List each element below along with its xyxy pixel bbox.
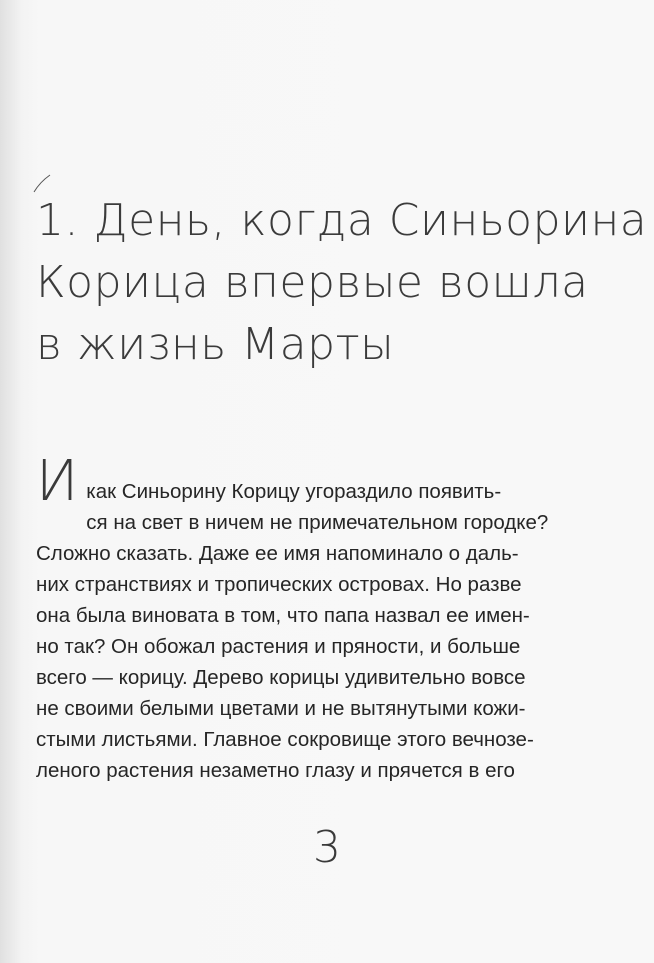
- body-line: она была виновата в том, что папа назвал ее имен-: [36, 604, 530, 627]
- gutter-shadow: [0, 0, 22, 963]
- page-number: 3: [313, 822, 341, 873]
- body-line: стыми листьями. Главное сокровище этого вечнозе-: [36, 728, 534, 751]
- body-paragraph: [36, 449, 621, 786]
- chapter-title-line: Корица впервые вошла: [36, 257, 589, 308]
- chapter-title-line: в жизнь Марты: [36, 319, 395, 370]
- body-line: как Синьорину Корицу угораздило появить-: [86, 480, 502, 503]
- body-line: них странствиях и тропических островах. Но разве: [36, 573, 522, 596]
- drop-cap: И: [36, 449, 79, 514]
- body-line: не своими белыми цветами и не вытянутыми кожи-: [36, 697, 526, 720]
- chapter-title-line: 1. День, когда Синьорина: [36, 195, 648, 246]
- chapter-title: [36, 190, 648, 376]
- body-line: Сложно сказать. Даже ее имя напоминало о даль-: [36, 542, 519, 565]
- body-line: всего — корицу. Дерево корицы удивительно вовсе: [36, 666, 526, 689]
- body-line: но так? Он обожал растения и пряности, и больше: [36, 635, 521, 658]
- body-line: леного растения незаметно глазу и прячется в его: [36, 759, 515, 782]
- body-line: ся на свет в ничем не примечательном городке?: [86, 511, 549, 534]
